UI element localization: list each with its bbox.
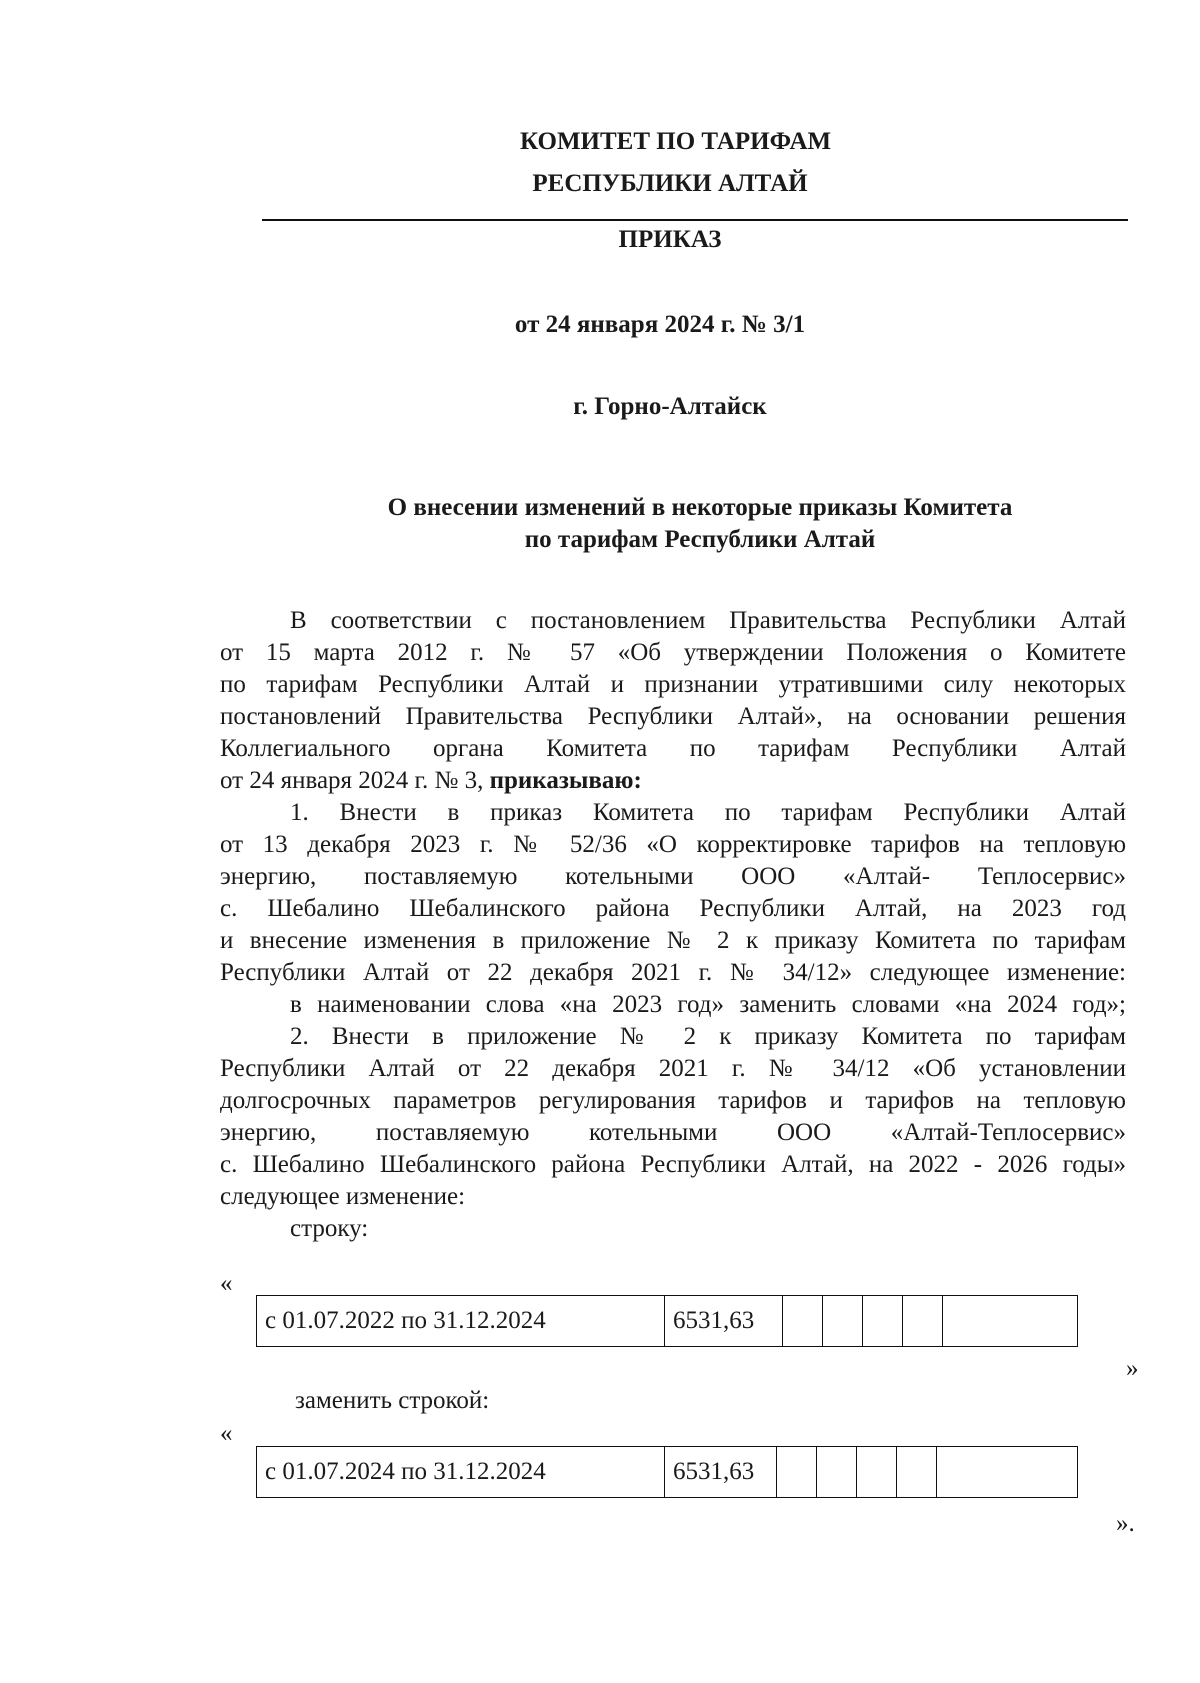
empty-cell [903, 1296, 943, 1347]
empty-cell [863, 1296, 903, 1347]
paragraph-line: от 13 декабря 2023 г. № 52/36 «О корректировке тарифов на тепловую [220, 831, 1126, 858]
tariff-row-old [256, 1295, 1078, 1347]
subject-line2: по тарифам Республики Алтай [524, 526, 876, 553]
empty-cell [943, 1296, 1078, 1347]
paragraph-line: Республики Алтай от 22 декабря 2021 г. № 34/12 «Об установлении [220, 1055, 1126, 1082]
paragraph-line: следующее изменение: [220, 1183, 466, 1210]
paragraph-line: долгосрочных параметров регулирования тарифов и тарифов на тепловую [220, 1087, 1126, 1114]
paragraph-line: энергию, поставляемую котельными ООО «Алтай- Теплосервис» [220, 863, 1126, 890]
paragraph-line: В соответствии с постановлением Правительства Республики Алтай [290, 607, 1126, 634]
paragraph-line: постановлений Правительства Республики Алтай», на основании решения [220, 703, 1126, 730]
table-row [257, 1296, 1078, 1347]
paragraph-line: и внесение изменения в приложение № 2 к приказу Комитета по тарифам [220, 927, 1126, 954]
paragraph-line: 1. Внести в приказ Комитета по тарифам Республики Алтай [290, 799, 1126, 826]
paragraph-line: в наименовании слова «на 2023 год» заменить словами «на 2024 год»; [290, 991, 1126, 1018]
close-quote: » [1126, 1355, 1139, 1382]
replace-label: заменить строкой: [295, 1387, 490, 1414]
tariff-row-new [256, 1446, 1078, 1498]
empty-cell [817, 1447, 857, 1498]
empty-cell [823, 1296, 863, 1347]
empty-cell [777, 1447, 817, 1498]
paragraph-text: от 24 января 2024 г. № 3, [220, 767, 484, 794]
paragraph-line: с. Шебалино Шебалинского района Республики Алтай, на 2023 год [220, 895, 1126, 922]
period-cell: с 01.07.2024 по 31.12.2024 [257, 1447, 665, 1498]
paragraph-line: с. Шебалино Шебалинского района Республики Алтай, на 2022 - 2026 годы» [220, 1151, 1126, 1178]
empty-cell [937, 1447, 1078, 1498]
doc-type: ПРИКАЗ [618, 226, 722, 253]
paragraph-line: от 15 марта 2012 г. № 57 «Об утверждении Положения о Комитете [220, 639, 1126, 666]
header-divider [262, 219, 1128, 221]
open-quote: « [220, 1270, 233, 1297]
period-cell: с 01.07.2022 по 31.12.2024 [257, 1296, 665, 1347]
org-title-line2: РЕСПУБЛИКИ АЛТАЙ [532, 170, 808, 197]
paragraph-line: строку: [290, 1215, 369, 1242]
value-cell: 6531,63 [665, 1296, 783, 1347]
empty-cell [857, 1447, 897, 1498]
close-quote-final: ». [1116, 1510, 1135, 1537]
table-row [257, 1447, 1078, 1498]
paragraph-line: энергию, поставляемую котельными ООО «Алтай-Теплосервис» [220, 1119, 1126, 1146]
paragraph-line: 2. Внести в приложение № 2 к приказу Комитета по тарифам [290, 1023, 1126, 1050]
value-cell: 6531,63 [665, 1447, 777, 1498]
org-title-line1: КОМИТЕТ ПО ТАРИФАМ [520, 128, 832, 155]
date-number: от 24 января 2024 г. № 3/1 [514, 311, 806, 338]
paragraph-line: по тарифам Республики Алтай и признании утратившими силу некоторых [220, 671, 1126, 698]
subject [320, 492, 1080, 556]
paragraph-line: Коллегиального органа Комитета по тарифам Республики Алтай [220, 735, 1126, 762]
paragraph-line: Республики Алтай от 22 декабря 2021 г. № 34/12» следующее изменение: [220, 959, 1126, 986]
subject-line1: О внесении изменений в некоторые приказы Комитета [387, 494, 1013, 521]
empty-cell [783, 1296, 823, 1347]
order-keyword: приказываю: [489, 767, 642, 794]
city: г. Горно-Алтайск [573, 393, 767, 420]
paragraph-line [220, 765, 1126, 797]
open-quote: « [220, 1420, 233, 1447]
body-text [220, 605, 1126, 1245]
empty-cell [897, 1447, 937, 1498]
